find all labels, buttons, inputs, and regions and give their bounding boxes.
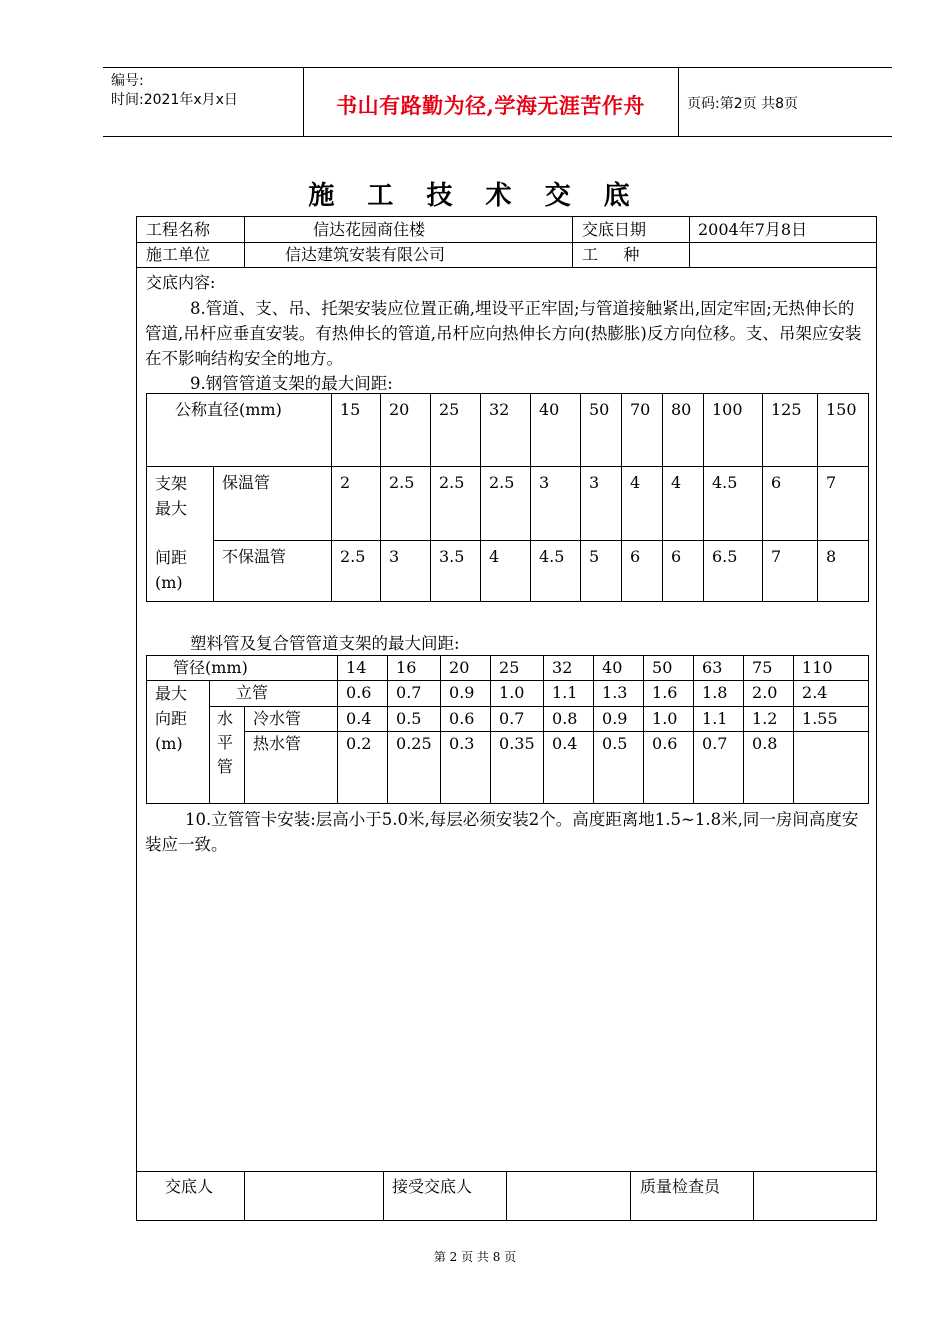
plastic-pipe-support-table (146, 655, 869, 804)
value-cell: 4 (622, 467, 663, 541)
group-label-bottom: 间距(m) (155, 548, 188, 592)
disclosure-date-label: 交底日期 (582, 220, 647, 239)
value-cell: 3 (531, 467, 581, 541)
col-divider (753, 1171, 754, 1221)
diameter-cell: 70 (622, 394, 663, 467)
diameter-cell: 125 (763, 394, 818, 467)
value-cell: 5 (581, 541, 622, 602)
diameter-cell: 20 (381, 394, 431, 467)
value-cell: 1.3 (594, 681, 644, 707)
value-cell: 2.5 (431, 467, 481, 541)
value-cell: 0.5 (594, 732, 644, 804)
value-cell: 1.55 (794, 707, 869, 732)
diameter-cell: 25 (431, 394, 481, 467)
document-date-label: 时间:2021年x月x日 (111, 92, 238, 108)
vertical-pipe-label: 立管 (210, 681, 338, 707)
value-cell (794, 732, 869, 804)
value-cell: 1.1 (544, 681, 594, 707)
paragraph-9: 9.钢管管道支架的最大间距: (190, 374, 393, 393)
value-cell: 0.4 (338, 707, 388, 732)
diameter-cell: 40 (531, 394, 581, 467)
value-cell: 1.0 (491, 681, 544, 707)
col-divider (506, 1171, 507, 1221)
construction-unit-label: 施工单位 (146, 245, 211, 264)
value-cell: 2.5 (381, 467, 431, 541)
pipe-diameter-label: 管径(mm) (147, 656, 338, 681)
value-cell: 3.5 (431, 541, 481, 602)
group-label-text: 最大向距(m) (155, 684, 188, 753)
value-cell: 0.8 (744, 732, 794, 804)
receiver-label: 接受交底人 (392, 1177, 473, 1196)
row-divider (136, 242, 877, 243)
trade-label: 工 种 (582, 245, 640, 264)
horizontal-label-text: 水平管 (217, 709, 234, 776)
inspector-label: 质量检查员 (640, 1177, 721, 1196)
value-cell: 0.35 (491, 732, 544, 804)
value-cell: 2.4 (794, 681, 869, 707)
col-divider (689, 216, 690, 267)
value-cell: 2 (332, 467, 381, 541)
value-cell: 1.6 (644, 681, 694, 707)
diameter-cell: 40 (594, 656, 644, 681)
value-cell: 0.8 (544, 707, 594, 732)
value-cell: 0.3 (441, 732, 491, 804)
content-label: 交底内容: (146, 273, 216, 292)
diameter-cell: 63 (694, 656, 744, 681)
disclosure-date-value: 2004年7月8日 (698, 220, 808, 239)
value-cell: 1.1 (694, 707, 744, 732)
nominal-diameter-label: 公称直径(mm) (147, 394, 332, 467)
project-name-label: 工程名称 (146, 220, 211, 239)
header-motto: 书山有路勤为径,学海无涯苦作舟 (336, 93, 645, 118)
paragraph-10: 10.立管管卡安装:层高小于5.0米,每层必须安装2个。高度距离地1.5~1.8米,同一房间高度安装应一致。 (145, 810, 859, 854)
value-cell: 7 (818, 467, 869, 541)
diameter-cell: 50 (644, 656, 694, 681)
col-divider (630, 1171, 631, 1221)
value-cell: 6 (763, 467, 818, 541)
value-cell: 4 (663, 467, 704, 541)
table-row (147, 467, 869, 541)
steel-pipe-support-table (146, 393, 869, 602)
value-cell: 6 (663, 541, 704, 602)
value-cell: 2.0 (744, 681, 794, 707)
diameter-cell: 15 (332, 394, 381, 467)
plastic-pipe-heading: 塑料管及复合管管道支架的最大间距: (190, 634, 460, 653)
col-divider (244, 216, 245, 267)
table-row (147, 681, 869, 707)
value-cell: 0.25 (388, 732, 441, 804)
diameter-cell: 14 (338, 656, 388, 681)
value-cell: 0.9 (441, 681, 491, 707)
value-cell: 4 (481, 541, 531, 602)
value-cell: 4.5 (704, 467, 763, 541)
row-divider (136, 267, 877, 268)
value-cell: 0.7 (491, 707, 544, 732)
diameter-cell: 25 (491, 656, 544, 681)
value-cell: 0.7 (388, 681, 441, 707)
table-row (147, 541, 869, 602)
insulated-pipe-label: 保温管 (214, 467, 332, 541)
header-page-info: 页码:第2页 共8页 (687, 96, 798, 112)
value-cell: 6 (622, 541, 663, 602)
diameter-cell: 75 (744, 656, 794, 681)
uninsulated-pipe-label: 不保温管 (214, 541, 332, 602)
diameter-cell: 100 (704, 394, 763, 467)
diameter-cell: 150 (818, 394, 869, 467)
document-title: 施 工 技 术 交 底 (308, 181, 642, 211)
horizontal-pipe-label (210, 707, 245, 804)
col-divider (572, 216, 573, 267)
document-number-label: 编号: (111, 73, 144, 89)
value-cell: 3 (381, 541, 431, 602)
paragraph-8: 8.管道、支、吊、托架安装应位置正确,埋设平正牢固;与管道接触紧出,固定牢固;无热伸长的管道,吊杆应垂直安装。有热伸长的管道,吊杆应向热伸长方向(热膨胀)反方向位移。支、吊架应安装在不影响结构安全的地方。 (145, 299, 862, 368)
header-meta (111, 72, 238, 110)
diameter-cell: 32 (544, 656, 594, 681)
support-spacing-group-label (147, 467, 214, 602)
header-divider (678, 68, 679, 136)
col-divider (244, 1171, 245, 1221)
value-cell: 0.7 (694, 732, 744, 804)
hot-water-pipe-label: 热水管 (245, 732, 338, 804)
value-cell: 0.2 (338, 732, 388, 804)
value-cell: 8 (818, 541, 869, 602)
value-cell: 4.5 (531, 541, 581, 602)
value-cell: 2.5 (481, 467, 531, 541)
diameter-cell: 80 (663, 394, 704, 467)
project-name-value: 信达花园商住楼 (313, 220, 426, 239)
table-row (147, 732, 869, 804)
value-cell: 1.8 (694, 681, 744, 707)
diameter-cell: 50 (581, 394, 622, 467)
table-header-row (147, 394, 869, 467)
col-divider (383, 1171, 384, 1221)
page-header (103, 67, 892, 137)
value-cell: 0.6 (441, 707, 491, 732)
table-row (147, 707, 869, 732)
value-cell: 0.9 (594, 707, 644, 732)
value-cell: 0.5 (388, 707, 441, 732)
diameter-cell: 32 (481, 394, 531, 467)
presenter-label: 交底人 (165, 1177, 214, 1196)
table-header-row (147, 656, 869, 681)
diameter-cell: 16 (388, 656, 441, 681)
value-cell: 1.2 (744, 707, 794, 732)
value-cell: 7 (763, 541, 818, 602)
page-footer: 第 2 页 共 8 页 (433, 1250, 517, 1264)
construction-unit-value: 信达建筑安装有限公司 (285, 245, 446, 264)
value-cell: 1.0 (644, 707, 694, 732)
cold-water-pipe-label: 冷水管 (245, 707, 338, 732)
value-cell: 3 (581, 467, 622, 541)
diameter-cell: 20 (441, 656, 491, 681)
value-cell: 6.5 (704, 541, 763, 602)
value-cell: 0.4 (544, 732, 594, 804)
value-cell: 0.6 (644, 732, 694, 804)
group-label-top: 支架最大 (155, 474, 188, 518)
value-cell: 2.5 (332, 541, 381, 602)
max-spacing-group-label (147, 681, 210, 804)
value-cell: 0.6 (338, 681, 388, 707)
diameter-cell: 110 (794, 656, 869, 681)
